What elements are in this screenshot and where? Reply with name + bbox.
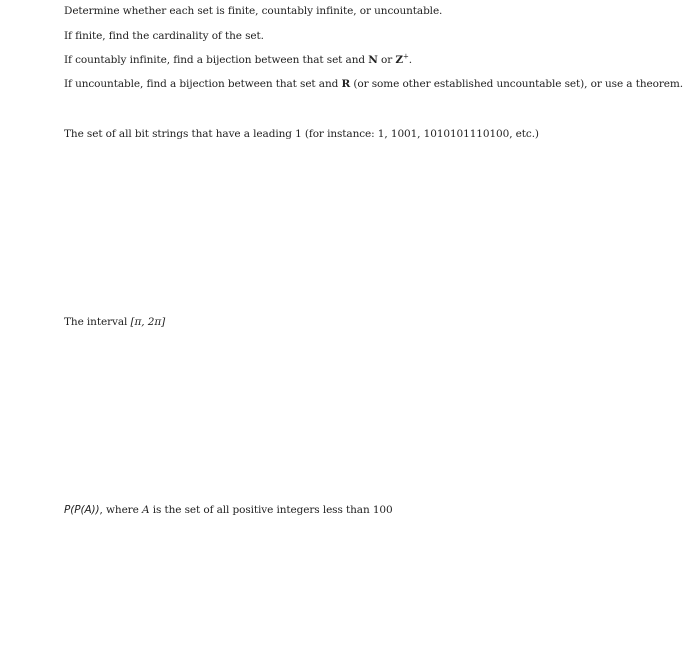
power-set-math: P(P(A)) [64,504,100,516]
question-interval-pre: The interval [64,316,131,328]
question-bit-strings [64,127,539,141]
instruction-determine-text: Determine whether each set is finite, countably infinite, or uncountable. [64,5,443,17]
instruction-uncountable [64,77,683,91]
integers-symbol: Z [395,54,403,66]
naturals-symbol: N [368,54,378,66]
set-a-variable: A [141,504,150,516]
instruction-determine [64,4,442,18]
question-power-set-post: , where [99,504,142,516]
instruction-finite-text: If finite, find the cardinality of the set. [64,30,264,42]
instruction-finite [64,29,264,43]
instruction-uncountable-pre: If uncountable, find a bijection between that set and [64,78,342,90]
positive-superscript: + [402,52,409,61]
question-bit-strings-text: The set of all bit strings that have a leading 1 (for instance: 1, 1001, 1010101110100, etc.) [64,128,539,140]
instruction-countable-mid: or [377,54,396,66]
reals-symbol: R [341,78,351,90]
question-interval [64,315,165,329]
instruction-countable-post: . [408,54,412,66]
instruction-uncountable-post: (or some other established uncountable set), or use a theorem. [350,78,683,90]
interval-math: [π, 2π] [130,316,166,328]
instruction-countable-pre: If countably infinite, find a bijection between that set and [64,54,369,66]
instruction-countable [64,53,412,67]
question-power-set-post2: is the set of all positive integers less than 100 [149,504,393,516]
question-power-set [64,503,393,517]
